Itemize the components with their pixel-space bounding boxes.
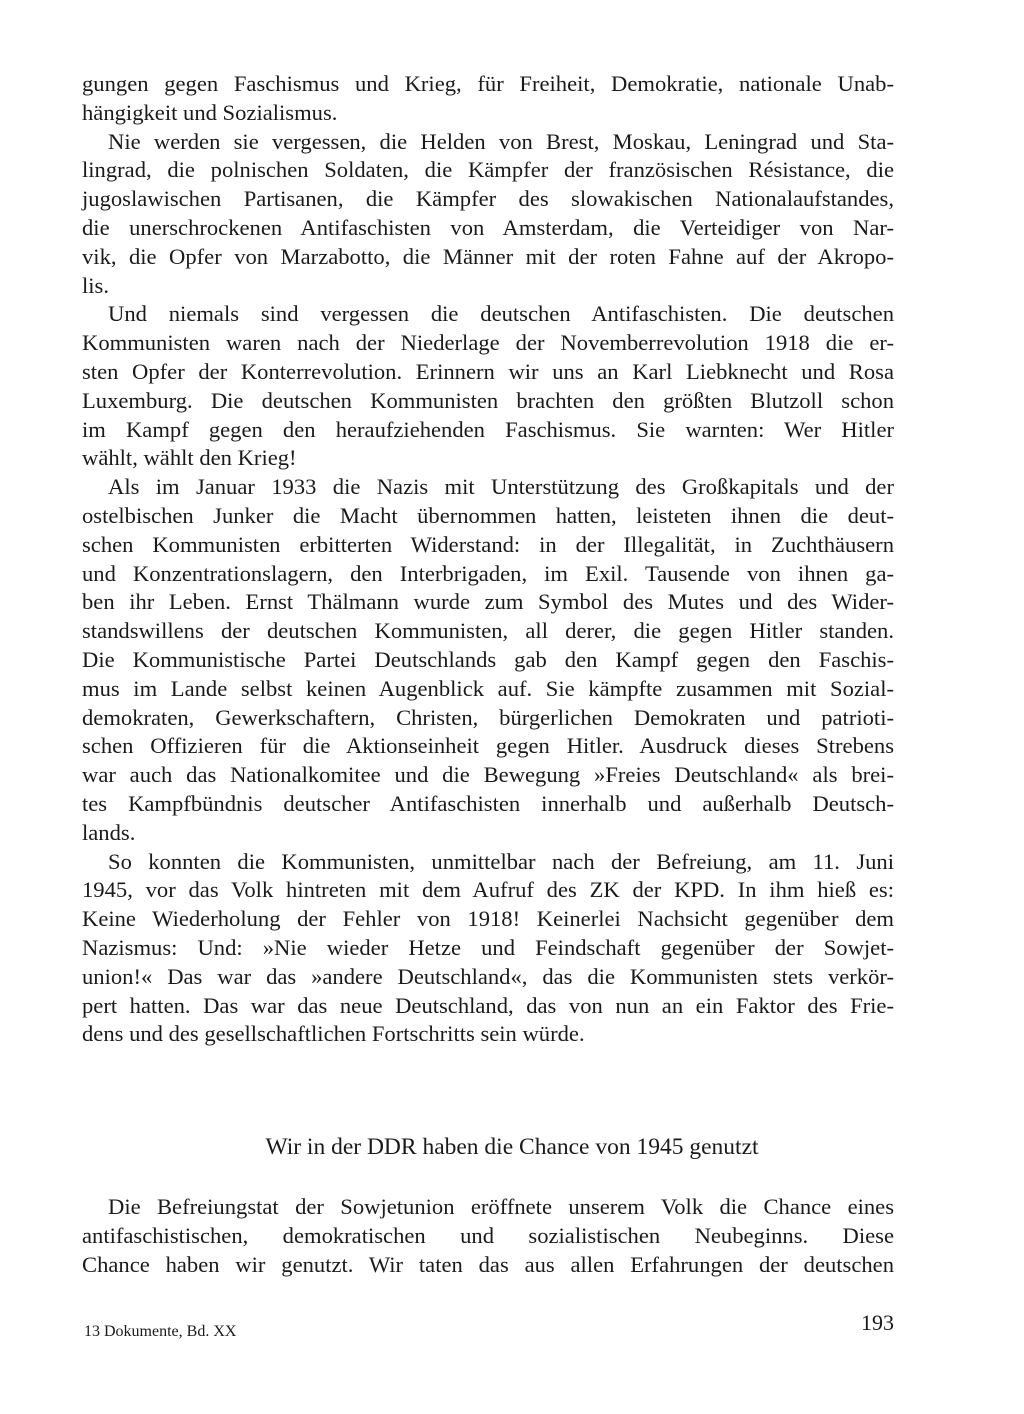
text-line: wählt, wählt den Krieg!: [82, 445, 297, 471]
text-line: Und niemals sind vergessen die deutschen Antifaschisten. Die deutschen: [108, 301, 894, 327]
page-number: 193: [861, 1310, 894, 1335]
text-line: ostelbischen Junker die Macht übernommen hatten, leisteten ihnen die deut-: [82, 502, 894, 528]
text-line: gungen gegen Faschismus und Krieg, für Freiheit, Demokratie, nationale Unab-: [82, 71, 894, 96]
text-line: hängigkeit und Sozialismus.: [82, 99, 338, 125]
text-line: Luxemburg. Die deutschen Kommunisten brachten den größten Blutzoll schon: [82, 387, 894, 413]
text-line: Kommunisten waren nach der Niederlage der Novemberrevolution 1918 die er-: [82, 330, 894, 356]
text-line: Nie werden sie vergessen, die Helden von Brest, Moskau, Leningrad und Sta-: [108, 128, 894, 154]
text-line: Als im Januar 1933 die Nazis mit Unterstützung des Großkapitals und der: [108, 474, 894, 500]
text-line: Die Kommunistische Partei Deutschlands gab den Kampf gegen den Faschis-: [82, 646, 894, 672]
text-line: schen Kommunisten erbitterten Widerstand: in der Illegalität, in Zuchthäusern: [82, 531, 894, 557]
printer-signature: 13 Dokumente, Bd. XX: [84, 1323, 237, 1340]
text-line: mus im Lande selbst keinen Augenblick auf. Sie kämpfte zusammen mit Sozial-: [82, 675, 894, 701]
text-line: schen Offizieren für die Aktionseinheit gegen Hitler. Ausdruck dieses Strebens: [82, 733, 894, 759]
text-line: vik, die Opfer von Marzabotto, die Männer mit der roten Fahne auf der Akropo-: [82, 243, 894, 269]
text-line: lingrad, die polnischen Soldaten, die Kämpfer der französischen Résistance, die: [82, 157, 894, 183]
text-line: sten Opfer der Konterrevolution. Erinnern wir uns an Karl Liebknecht und Rosa: [82, 358, 894, 384]
text-line: demokraten, Gewerkschaftern, Christen, bürgerlichen Demokraten und patrioti-: [82, 704, 894, 730]
text-line: die unerschrockenen Antifaschisten von Amsterdam, die Verteidiger von Nar-: [82, 214, 894, 240]
text-line: Die Befreiungstat der Sowjetunion eröffnete unserem Volk die Chance eines: [108, 1194, 894, 1219]
body-text: [82, 70, 894, 1049]
text-line: standswillens der deutschen Kommunisten, all derer, die gegen Hitler standen.: [82, 618, 894, 644]
text-line: war auch das Nationalkomitee und die Bewegung »Freies Deutschland« als brei-: [82, 762, 894, 788]
text-line: jugoslawischen Partisanen, die Kämpfer des slowakischen Nationalaufstandes,: [82, 186, 894, 212]
section-heading: Wir in der DDR haben die Chance von 1945 genutzt: [265, 1134, 759, 1160]
section-body-text: [82, 1193, 894, 1279]
text-line: tes Kampfbündnis deutscher Antifaschisten innerhalb und außerhalb Deutsch-: [82, 790, 894, 816]
text-line: pert hatten. Das war das neue Deutschland, das von nun an ein Faktor des Frie-: [82, 992, 894, 1018]
text-line: und Konzentrationslagern, den Interbrigaden, im Exil. Tausende von ihnen ga-: [82, 560, 894, 586]
text-line: Keine Wiederholung der Fehler von 1918! Keinerlei Nachsicht gegenüber dem: [82, 906, 894, 932]
text-line: lands.: [82, 819, 136, 845]
text-line: ben ihr Leben. Ernst Thälmann wurde zum Symbol des Mutes und des Wider-: [82, 589, 894, 615]
text-line: lis.: [82, 272, 109, 298]
text-line: dens und des gesellschaftlichen Fortschritts sein würde.: [82, 1021, 585, 1047]
text-line: antifaschistischen, demokratischen und sozialistischen Neubeginns. Diese: [82, 1222, 894, 1248]
text-line: So konnten die Kommunisten, unmittelbar nach der Befreiung, am 11. Juni: [108, 848, 894, 874]
text-line: union!« Das war das »andere Deutschland«, das die Kommunisten stets verkör-: [82, 963, 894, 989]
text-line: Chance haben wir genutzt. Wir taten das aus allen Erfahrungen der deutschen: [82, 1251, 894, 1277]
text-line: Nazismus: Und: »Nie wieder Hetze und Feindschaft gegenüber der Sowjet-: [82, 934, 894, 960]
text-line: 1945, vor das Volk hintreten mit dem Aufruf des ZK der KPD. In ihm hieß es:: [82, 877, 894, 903]
text-line: im Kampf gegen den heraufziehenden Faschismus. Sie warnten: Wer Hitler: [82, 416, 894, 442]
